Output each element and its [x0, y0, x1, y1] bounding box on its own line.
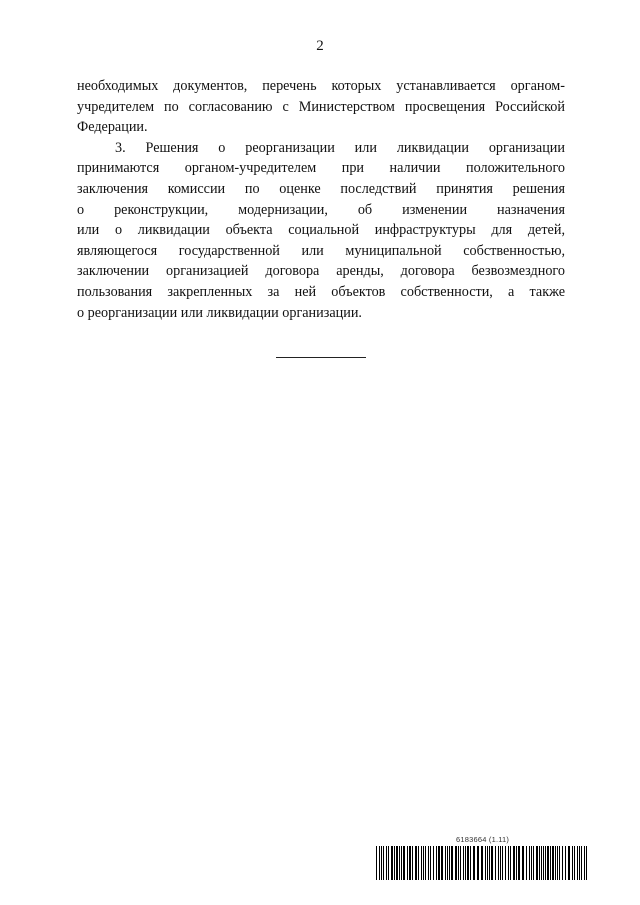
barcode-bar	[557, 846, 558, 880]
barcode-bar	[379, 846, 380, 880]
barcode-bar	[399, 846, 400, 880]
document-body	[77, 76, 565, 323]
barcode-bar	[401, 846, 402, 880]
text-line: являющегося государственной или муниципальной собственностью,	[77, 242, 565, 259]
barcode-bar	[381, 846, 382, 880]
barcode-bar	[421, 846, 422, 880]
barcode-bar	[394, 846, 395, 880]
barcode-bar	[376, 846, 377, 880]
barcode-bar	[502, 846, 503, 880]
barcode-bar	[436, 846, 437, 880]
barcode-bar	[451, 846, 453, 880]
barcode-bar	[559, 846, 560, 880]
barcode-bar	[465, 846, 466, 880]
barcode-bar	[418, 846, 419, 880]
text-line: о реконструкции, модернизации, об изменении назначения	[77, 201, 565, 218]
text-line: пользования закрепленных за ней объектов собственности, а также	[77, 283, 565, 300]
barcode-bar	[445, 846, 446, 880]
barcode-bar	[522, 846, 524, 880]
barcode-bar	[518, 846, 520, 880]
barcode-bar	[536, 846, 538, 880]
barcode-bar	[574, 846, 575, 880]
barcode-bar	[533, 846, 534, 880]
barcode-bar	[543, 846, 544, 880]
barcode-bar	[407, 846, 408, 880]
barcode-bar	[487, 846, 488, 880]
barcode-bar	[529, 846, 530, 880]
barcode-bar	[491, 846, 493, 880]
text-line: принимаются органом-учредителем при наличии положительного	[77, 160, 565, 177]
barcode-bar	[383, 846, 384, 880]
text-line: о реорганизации или ликвидации организации.	[77, 304, 362, 321]
barcode-bar	[463, 846, 464, 880]
barcode-bar	[425, 846, 426, 880]
text-line: Федерации.	[77, 119, 148, 136]
barcode-bar	[505, 846, 506, 880]
end-separator-line	[276, 357, 366, 358]
barcode-bar	[547, 846, 549, 880]
barcode-bar	[577, 846, 578, 880]
barcode-bar	[545, 846, 546, 880]
barcode-bar	[539, 846, 540, 880]
barcode-bar	[510, 846, 511, 880]
barcode-bar	[412, 846, 413, 880]
barcode-bar	[447, 846, 448, 880]
barcode-bar	[562, 846, 563, 880]
text-line: учредителем по согласованию с Министерством просвещения Российской	[77, 98, 565, 115]
barcode-caption: 6183664 (1.11)	[456, 835, 510, 844]
text-line: необходимых документов, перечень которых устанавливается органом-	[77, 78, 565, 94]
barcode-bar	[485, 846, 486, 880]
barcode-bar	[489, 846, 490, 880]
barcode-bar	[449, 846, 450, 880]
barcode-bar	[579, 846, 580, 880]
barcode-bar	[458, 846, 459, 880]
barcode-bar	[388, 846, 389, 880]
barcode-bar	[428, 846, 429, 880]
page-number: 2	[316, 38, 324, 54]
barcode-bar	[581, 846, 582, 880]
barcode-bar	[438, 846, 440, 880]
barcode-bar	[508, 846, 509, 880]
barcode-bar	[396, 846, 398, 880]
barcode-bar	[433, 846, 434, 880]
barcode-bar	[467, 846, 469, 880]
barcode-block	[376, 835, 590, 880]
text-line: заключении организацией договора аренды, договора безвозмездного	[77, 263, 565, 280]
text-line: 3. Решения о реорганизации или ликвидации организации	[115, 139, 565, 156]
barcode-bar	[586, 846, 587, 880]
barcode-bar	[441, 846, 443, 880]
barcode-bar	[455, 846, 457, 880]
barcode-bar	[430, 846, 431, 880]
barcode-bar	[526, 846, 527, 880]
barcode-bar	[565, 846, 566, 880]
paragraph-1	[77, 76, 565, 138]
barcode-bar	[584, 846, 585, 880]
barcode-bar	[572, 846, 573, 880]
barcode-bar	[531, 846, 532, 880]
barcode-bar	[541, 846, 542, 880]
barcode-bar	[473, 846, 475, 880]
barcode-bar	[500, 846, 501, 880]
barcode-bar	[470, 846, 471, 880]
barcode-bar	[460, 846, 461, 880]
barcode-bar	[498, 846, 499, 880]
barcode-bar	[477, 846, 479, 880]
barcode-bar	[409, 846, 411, 880]
barcode-bar	[403, 846, 405, 880]
barcode-bar	[495, 846, 496, 880]
barcode-bar	[555, 846, 556, 880]
barcode-bar	[568, 846, 570, 880]
barcode-bar	[386, 846, 387, 880]
barcode-bar	[516, 846, 517, 880]
barcode-bar	[391, 846, 393, 880]
paragraph-2	[77, 138, 565, 323]
barcode-bar	[550, 846, 551, 880]
barcode-bar	[513, 846, 515, 880]
text-line: заключения комиссии по оценке последствий принятия решения	[77, 180, 565, 197]
barcode-icon	[376, 846, 590, 880]
text-line: или о ликвидации объекта социальной инфраструктуры для детей,	[77, 222, 565, 239]
barcode-bar	[552, 846, 554, 880]
barcode-bar	[481, 846, 483, 880]
barcode-bar	[423, 846, 424, 880]
barcode-bar	[415, 846, 417, 880]
